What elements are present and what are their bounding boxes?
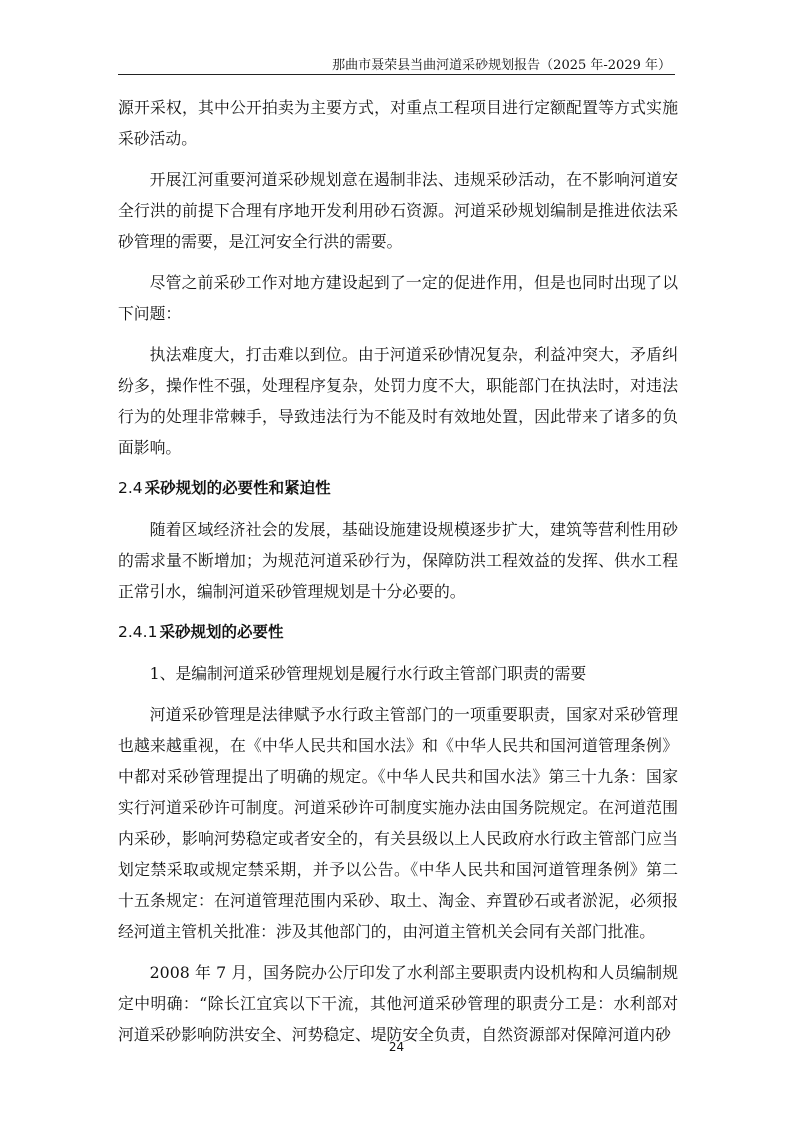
section-heading-2-4-1	[118, 617, 678, 648]
page-content	[118, 92, 678, 1050]
page-header	[118, 50, 675, 75]
document-title: 那曲市聂荣县当曲河道采砂规划报告（2025 年-2029 年）	[332, 58, 671, 73]
paragraph-1: 源开采权，其中公开拍卖为主要方式，对重点工程项目进行定额配置等方式实施采砂活动。	[118, 98, 678, 148]
paragraph-5: 随着区域经济社会的发展，基础设施建设规模逐步扩大，建筑等营利性用砂的需求量不断增加；为规范河道采砂行为，保障防洪工程效益的发挥、供水工程正常引水，编制河道采砂管理规划是十分必要的。	[118, 520, 678, 601]
section-heading-2-4	[118, 473, 678, 504]
paragraph-3: 尽管之前采砂工作对地方建设起到了一定的促进作用，但是也同时出现了以下问题：	[118, 273, 678, 323]
section-title: 采砂规划的必要性和紧迫性	[144, 479, 331, 497]
paragraph-6: 1、是编制河道采砂管理规划是履行水行政主管部门职责的需要	[149, 664, 587, 683]
paragraph-4: 执法难度大，打击难以到位。由于河道采砂情况复杂，利益冲突大，矛盾纠纷多，操作性不强，处理程序复杂，处罚力度不大，职能部门在执法时，对违法行为的处理非常棘手，导致违法行为不能及时有效地处置，因此带来了诸多的负面影响。	[118, 345, 678, 457]
section-title: 采砂规划的必要性	[159, 623, 284, 641]
paragraph-2: 开展江河重要河道采砂规划意在遏制非法、违规采砂活动，在不影响河道安全行洪的前提下合理有序地开发利用砂石资源。河道采砂规划编制是推进依法采砂管理的需要，是江河安全行洪的需要。	[118, 170, 678, 251]
section-number: 2.4.1	[118, 623, 158, 641]
section-number: 2.4	[118, 479, 143, 497]
paragraph-8: 2008 年 7 月，国务院办公厅印发了水利部主要职责内设机构和人员编制规定中明确：“除长江宜宾以下干流，其他河道采砂管理的职责分工是：水利部对河道采砂影响防洪安全、河势稳定、堤防安全负责，自然资源部对保障河道内砂	[118, 963, 678, 1044]
paragraph-7: 河道采砂管理是法律赋予水行政主管部门的一项重要职责，国家对采砂管理也越来越重视，在《中华人民共和国水法》和《中华人民共和国河道管理条例》中都对采砂管理提出了明确的规定。《中华人民共和国水法》第三十九条：国家实行河道采砂许可制度。河道采砂许可制度实施办法由国务院规定。在河道范围内采砂，影响河势稳定或者安全的，有关县级以上人民政府水行政主管部门应当划定禁采取或规定禁采期，并予以公告。《中华人民共和国河道管理条例》第二十五条规定：在河道管理范围内采砂、取土、淘金、弃置砂石或者淤泥，必须报经河道主管机关批准：涉及其他部门的，由河道主管机关会同有关部门批准。	[118, 705, 678, 941]
page-number: 24	[388, 1040, 405, 1054]
